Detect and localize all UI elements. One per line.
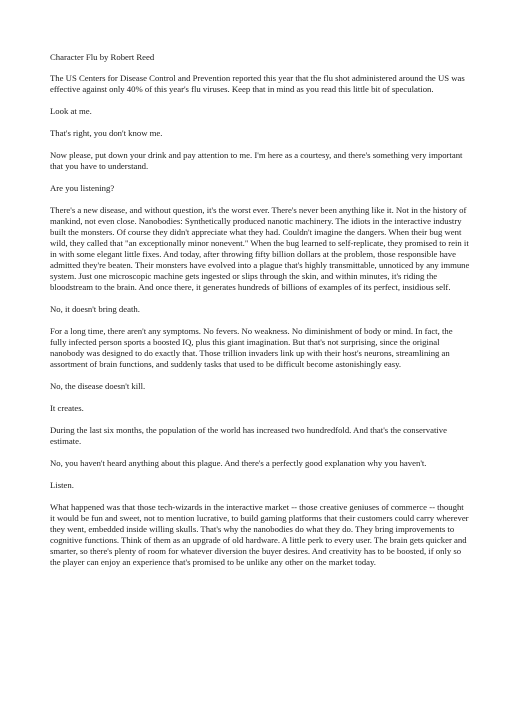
paragraph: There's a new disease, and without question, it's the worst ever. There's never been anything like it. Not in the history of mankind, not even close. Nanobodies: Synthetically produced nanotic machinery. The idiots in the interactive industry built the monsters. Of course they didn't appreciate what they had. Couldn't imagine the dangers. When their bug went wild, they called that "an exceptionally minor nonevent." When the bug learned to self-replicate, they promised to rein it in with some elegant little fixes. And today, after throwing fifty billion dollars at the problem, those responsible have admitted they're beaten. Their monsters have evolved into a plague that's highly transmittable, unnoticed by any immune system. Just one microscopic machine gets ingested or slips through the skin, and within minutes, it's riding the bloodstream to the brain. And once there, it generates hundreds of billions of examples of its perfect, insidious self. <box>50 205 470 292</box>
paragraph: No, the disease doesn't kill. <box>50 381 146 391</box>
paragraph: Now please, put down your drink and pay attention to me. I'm here as a courtesy, and there's something very important that you have to understand. <box>50 150 463 171</box>
paragraph: During the last six months, the population of the world has increased two hundredfold. And that's the conservative estimate. <box>50 425 448 446</box>
paragraph: That's right, you don't know me. <box>50 128 163 138</box>
paragraph: Are you listening? <box>50 183 115 193</box>
paragraph: No, you haven't heard anything about this plague. And there's a perfectly good explanation why you haven't. <box>50 458 427 468</box>
document-page <box>50 52 470 579</box>
paragraph-intro-note: The US Centers for Disease Control and Prevention reported this year that the flu shot administered around the US was effective against only 40% of this year's flu viruses. Keep that in mind as you read this little bit of speculation. <box>50 73 465 94</box>
paragraph: Look at me. <box>50 106 92 116</box>
paragraph: No, it doesn't bring death. <box>50 304 140 314</box>
document-title: Character Flu by Robert Reed <box>50 52 155 62</box>
paragraph: What happened was that those tech-wizards in the interactive market -- those creative geniuses of commerce -- thought it would be fun and sweet, not to mention lucrative, to build gaming platforms that their customers could carry wherever they went, embedded inside willing skulls. That's why the nanobodies do what they do. They bring improvements to cognitive functions. Think of them as an upgrade of old hardware. A little perk to every user. The brain gets quicker and smarter, so there's plenty of room for whatever diversion the buyer desires. And creativity has to be boosted, if only so the player can enjoy an experience that's promised to be unlike any other on the market today. <box>50 502 469 567</box>
paragraph: For a long time, there aren't any symptoms. No fevers. No weakness. No diminishment of body or mind. In fact, the fully infected person sports a boosted IQ, plus this giant imagination. But that's not surprising, since the original nanobody was designed to do exactly that. Those trillion invaders link up with their host's neurons, streamlining an assortment of brain functions, and suddenly tasks that used to be difficult become astonishingly easy. <box>50 326 453 369</box>
paragraph: Listen. <box>50 480 74 490</box>
paragraph: It creates. <box>50 403 84 413</box>
